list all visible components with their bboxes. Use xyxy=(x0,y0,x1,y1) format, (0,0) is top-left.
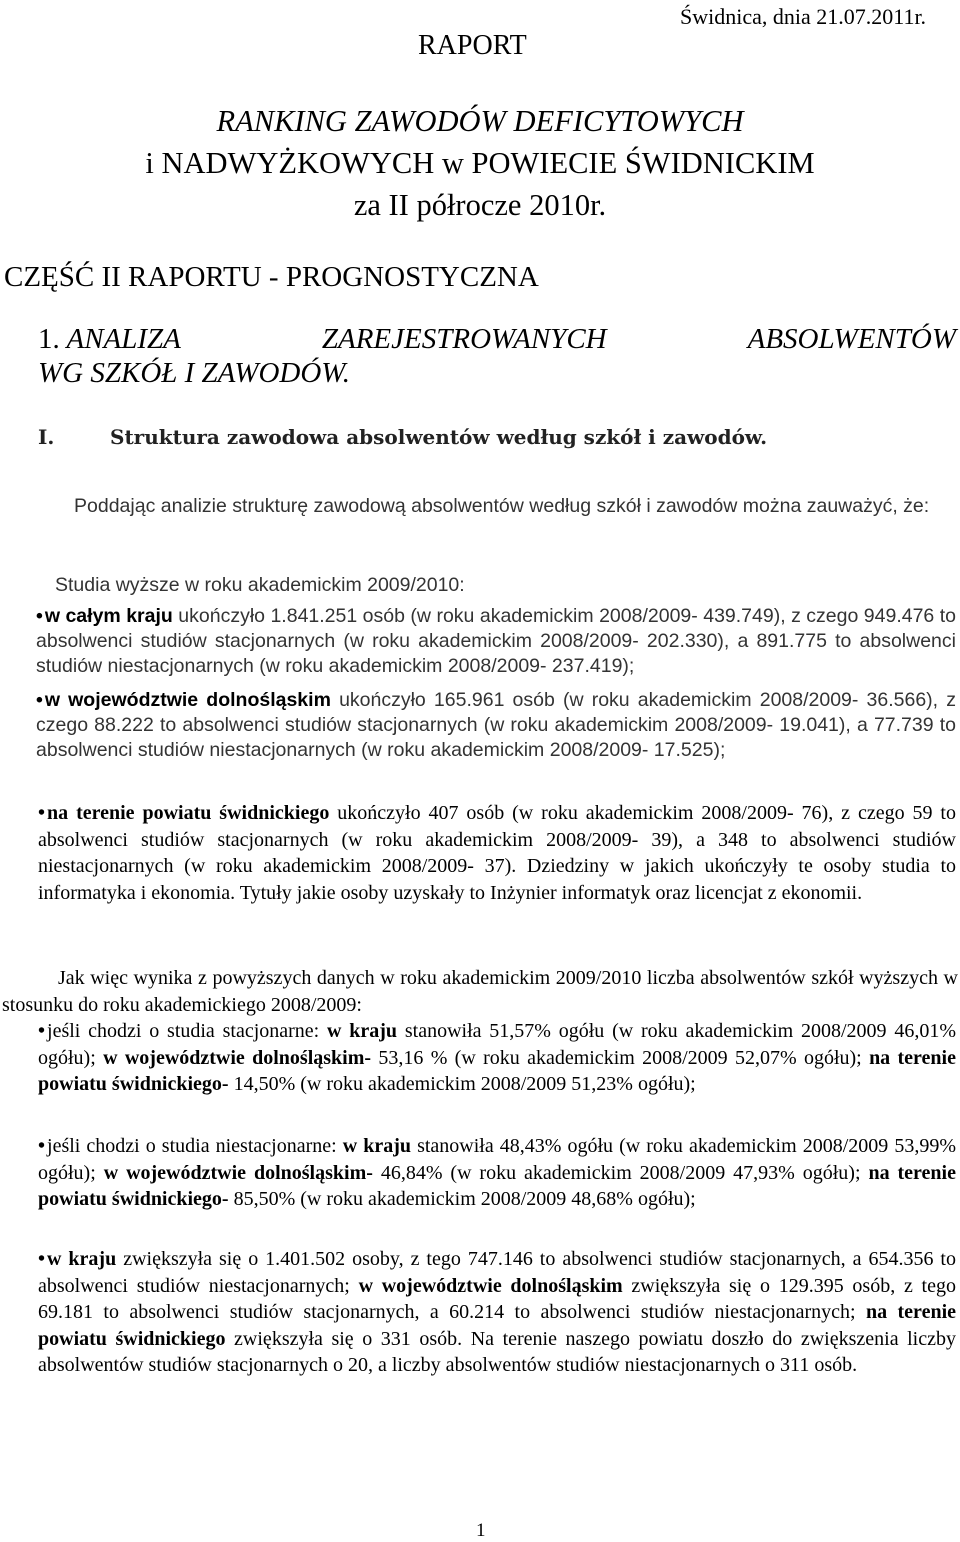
title-line-3: za II półrocze 2010r. xyxy=(353,188,607,222)
intro-paragraph: Poddając analizie strukturę zawodową absolwentów według szkół i zawodów można zauważyć, że: xyxy=(74,495,930,517)
place-date: Świdnica, dnia 21.07.2011r. xyxy=(680,4,927,29)
title-line-1: RANKING ZAWODÓW DEFICYTOWYCH xyxy=(216,104,744,138)
studia-label: Studia wyższe w roku akademickim 2009/2010: xyxy=(55,574,465,596)
section-heading-line1: 1. ANALIZA xyxy=(38,323,181,355)
subsection-number: I. xyxy=(38,425,55,449)
graduates-list-item: • w całym kraju ukończyło 1.841.251 osób (w roku akademickim 2008/2009- 439.749), z czego 949.476 to absolwenci studiów stacjonarnych (w roku akademickim 2008/2009- 202.330), a 891.775 to absolwenci studiów niestacjonarnych (w roku akademickim 2008/2009- 237.419); xyxy=(36,605,956,677)
section-heading xyxy=(38,322,956,390)
share-list-item: • jeśli chodzi o studia stacjonarne: w kraju stanowiła 51,57% ogółu (w roku akademickim 2008/2009 46,01% ogółu); w województwie dolnośląskim- 53,16 % (w roku akademickim 2008/2009 52,07% ogółu); na terenie powiatu świdnickiego- 14,50% (w roku akademickim 2008/2009 51,23% ogółu); xyxy=(38,1020,956,1095)
subsection-heading xyxy=(38,425,767,449)
section-heading-word: ZAREJESTROWANYCH xyxy=(321,323,607,355)
section-heading-line2: WG SZKÓŁ I ZAWODÓW. xyxy=(38,357,351,389)
page-number: 1 xyxy=(476,1520,486,1541)
bullet-icon: • xyxy=(38,1248,46,1270)
section-heading-word: ABSOLWENTÓW xyxy=(747,323,956,355)
bullet-icon: • xyxy=(38,1020,46,1042)
graduates-list-item: • na terenie powiatu świdnickiego ukończyło 407 osób (w roku akademickim 2008/2009- 76), z czego 59 to absolwenci studiów stacjonarnych (w roku akademickim 2008/2009- 39), a 348 to absolwenci studiów niestacjonarnych (w roku akademickim 2008/2009- 37). Dziedziny w jakich ukończyły te osoby studia to informatyka i ekonomia. Tytuły jakie osoby uzyskały to Inżynier informatyk oraz licencjat z ekonomii. xyxy=(38,802,956,904)
subsection-title: Struktura zawodowa absolwentów według szkół i zawodów. xyxy=(110,425,768,449)
increase-list-item: • w kraju zwiększyła się o 1.401.502 osoby, z tego 747.146 to absolwenci studiów stacjonarnych, a 654.356 to absolwenci studiów niestacjonarnych; w województwie dolnośląskim zwiększyła się o 129.395 osób, z tego 69.181 to absolwenci studiów stacjonarnych, a 60.214 to absolwenci studiów niestacjonarnych; na terenie powiatu świdnickiego zwiększyła się o 331 osób. Na terenie naszego powiatu doszło do zwiększenia liczby absolwentów studiów stacjonarnych o 20, a liczby absolwentów studiów niestacjonarnych o 311 osób. xyxy=(38,1248,956,1376)
report-label: RAPORT xyxy=(418,30,527,61)
title-line-2: i NADWYŻKOWYCH w POWIECIE ŚWIDNICKIM xyxy=(145,146,815,180)
graduates-list-item: • w województwie dolnośląskim ukończyło 165.961 osób (w roku akademickim 2008/2009- 36.566), z czego 88.222 to absolwenci studiów stacjonarnych (w roku akademickim 2008/2009- 19.041), a 77.739 to absolwenci studiów niestacjonarnych (w roku akademickim 2008/2009- 17.525); xyxy=(36,689,956,761)
bullet-icon: • xyxy=(38,802,46,824)
bullet-icon: • xyxy=(36,605,43,627)
bullet-icon: • xyxy=(38,1135,46,1157)
bullet-icon: • xyxy=(36,689,43,711)
part-heading: CZĘŚĆ II RAPORTU - PROGNOSTYCZNA xyxy=(4,261,539,293)
share-list-item: • jeśli chodzi o studia niestacjonarne: w kraju stanowiła 48,43% ogółu (w roku akademickim 2008/2009 53,99% ogółu); w województwie dolnośląskim- 46,84% (w roku akademickim 2008/2009 47,93% ogółu); na terenie powiatu świdnickiego- 85,50% (w roku akademickim 2008/2009 48,68% ogółu); xyxy=(38,1135,956,1210)
summary-paragraph: Jak więc wynika z powyższych danych w roku akademickim 2009/2010 liczba absolwentów szkół wyższych w stosunku do roku akademickiego 2008/2009: xyxy=(2,967,958,1016)
